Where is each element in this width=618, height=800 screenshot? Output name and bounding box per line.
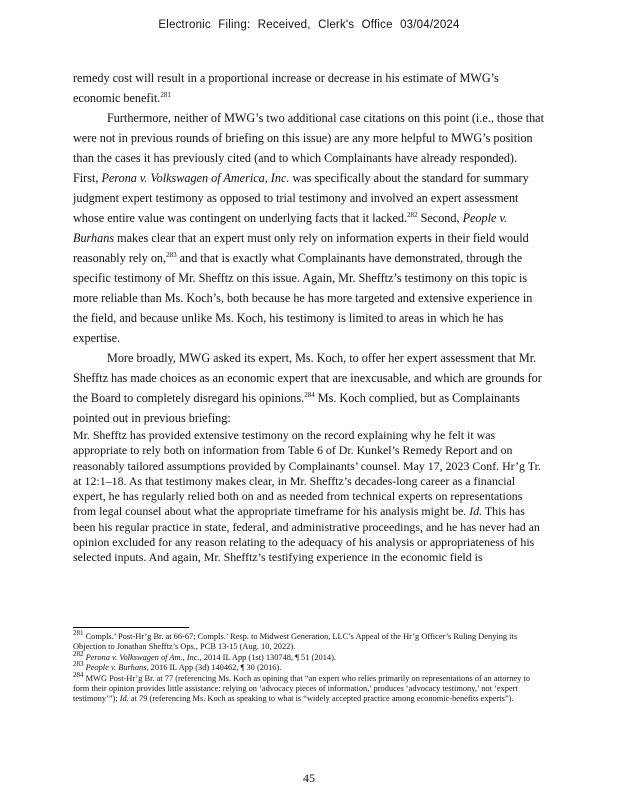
- id-citation: Id.: [469, 504, 483, 519]
- footnote-number: 283: [73, 660, 84, 669]
- body-text: [73, 68, 545, 566]
- footnote-281: [73, 629, 545, 653]
- footnote-ref-283[interactable]: 283: [166, 250, 177, 259]
- footnote-284: [73, 670, 545, 705]
- footnote-text: Compls.’ Post-Hr’g Br. at 66-67; Compls.’ Resp. to Midwest Generation, LLC’s Appeal of the Hr’g Officer’s Ruling Denying its Objection to Jonathan Shefftz’s Ops., PCB 13-15 (Aug. 10, 2022).: [73, 632, 518, 652]
- footnote-separator: [73, 627, 189, 628]
- footnote-text: , 2016 IL App (3d) 140462, ¶ 30 (2016).: [146, 663, 282, 673]
- paragraph-3-text-b: Ms. Koch complied, but as Complainants pointed out in previous briefing:: [73, 391, 520, 425]
- footnote-citation: Perona v. Volkswagen of Am., Inc.: [85, 652, 200, 662]
- paragraph-2: [73, 108, 545, 348]
- block-quote-text-b: This has been his regular practice in state, federal, and administrative proceedings, and he has never had an opinion excluded for any reason relating to the adequacy of his analysis or appropriateness of his selected inputs. And again, Mr. Shefftz’s testifying experience in the economic field is: [73, 504, 540, 565]
- footnote-text: , 2014 IL App (1st) 130748, ¶ 51 (2014).: [199, 652, 336, 662]
- paragraph-3-text-a: More broadly, MWG asked its expert, Ms. Koch, to offer her expert assessment that Mr. Shefftz has made choices as an economic expert that are inexcusable, and which are grounds for the Board to completely disregard his opinions.: [73, 351, 542, 405]
- paragraph-2-text-c: Second,: [417, 211, 463, 225]
- case-citation-perona: Perona v. Volkswagen of America, Inc.: [101, 171, 290, 185]
- footnote-ref-282[interactable]: 282: [407, 210, 418, 219]
- paragraph-2-text-b: was specifically about the standard for summary judgment expert testimony as opposed to trial testimony and involved an expert assessment whose entire value was contingent on underlying facts that it lacked.: [73, 171, 529, 225]
- footnote-283: [73, 660, 545, 673]
- footnote-ref-284[interactable]: 284: [304, 390, 315, 399]
- case-citation-burhans: People v. Burhans: [73, 211, 508, 245]
- paragraph-3: [73, 348, 545, 428]
- footnote-text: at 79 (referencing Ms. Koch as speaking to what is “widely accepted practice among economic-benefits experts”).: [128, 694, 514, 704]
- footnote-citation: Id.: [119, 694, 129, 704]
- footnote-text: MWG Post-Hr’g Br. at 77 (referencing Ms. Koch as opining that “an expert who relies primarily on representations of an attorney to form their opinion provides little assistance: relying on ‘advocacy pieces of information,’ produces ‘advocacy testimony,’ not ‘expert testimony’”);: [73, 673, 530, 704]
- electronic-filing-stamp: Electronic Filing: Received, Clerk's Office 03/04/2024: [158, 19, 460, 31]
- footnote-citation: People v. Burhans: [85, 663, 147, 673]
- paragraph-2-text-e: and that is exactly what Complainants have demonstrated, through the specific testimony of Mr. Shefftz on this issue. Again, Mr. Shefftz’s testimony on this topic is more reliable than Ms. Koch’s, both because he has more targeted and extensive experience in the field, and because unlike Ms. Koch, his testimony is limited to areas in which he has expertise.: [73, 251, 533, 345]
- paragraph-1: [73, 68, 545, 108]
- page-number: 45: [303, 771, 315, 785]
- footnote-number: 282: [73, 650, 84, 659]
- footnote-number: 281: [73, 629, 84, 638]
- footnote-ref-281[interactable]: 281: [160, 90, 171, 99]
- footnotes: [73, 629, 545, 705]
- block-quote-text-a: Mr. Shefftz has provided extensive testimony on the record explaining why he felt it was appropriate to rely both on information from Table 6 of Dr. Kunkel’s Remedy Report and on reasonably tailored assumptions provided by Complainants’ counsel. May 17, 2023 Conf. Hr’g Tr. at 12:1–18. As that testimony makes clear, in Mr. Shefftz’s decades-long career as a financial expert, he has regularly relied both on and as needed from technical experts on representations from legal counsel about what the appropriate timeframe for his analysis might be.: [73, 428, 541, 519]
- paragraph-2-text-d: makes clear that an expert must only rely on information experts in their field would reasonably rely on,: [73, 231, 529, 265]
- footnote-282: [73, 650, 545, 663]
- footnote-number: 284: [73, 670, 84, 679]
- block-quote: [73, 428, 545, 566]
- paragraph-1-text: remedy cost will result in a proportional increase or decrease in his estimate of MWG’s economic benefit.: [73, 71, 499, 105]
- paragraph-2-text-a: Furthermore, neither of MWG’s two additional case citations on this point (i.e., those that were not in previous rounds of briefing on this issue) are any more helpful to MWG’s position than the cases it has previously cited (and to which Complainants have already responded). First,: [73, 111, 544, 185]
